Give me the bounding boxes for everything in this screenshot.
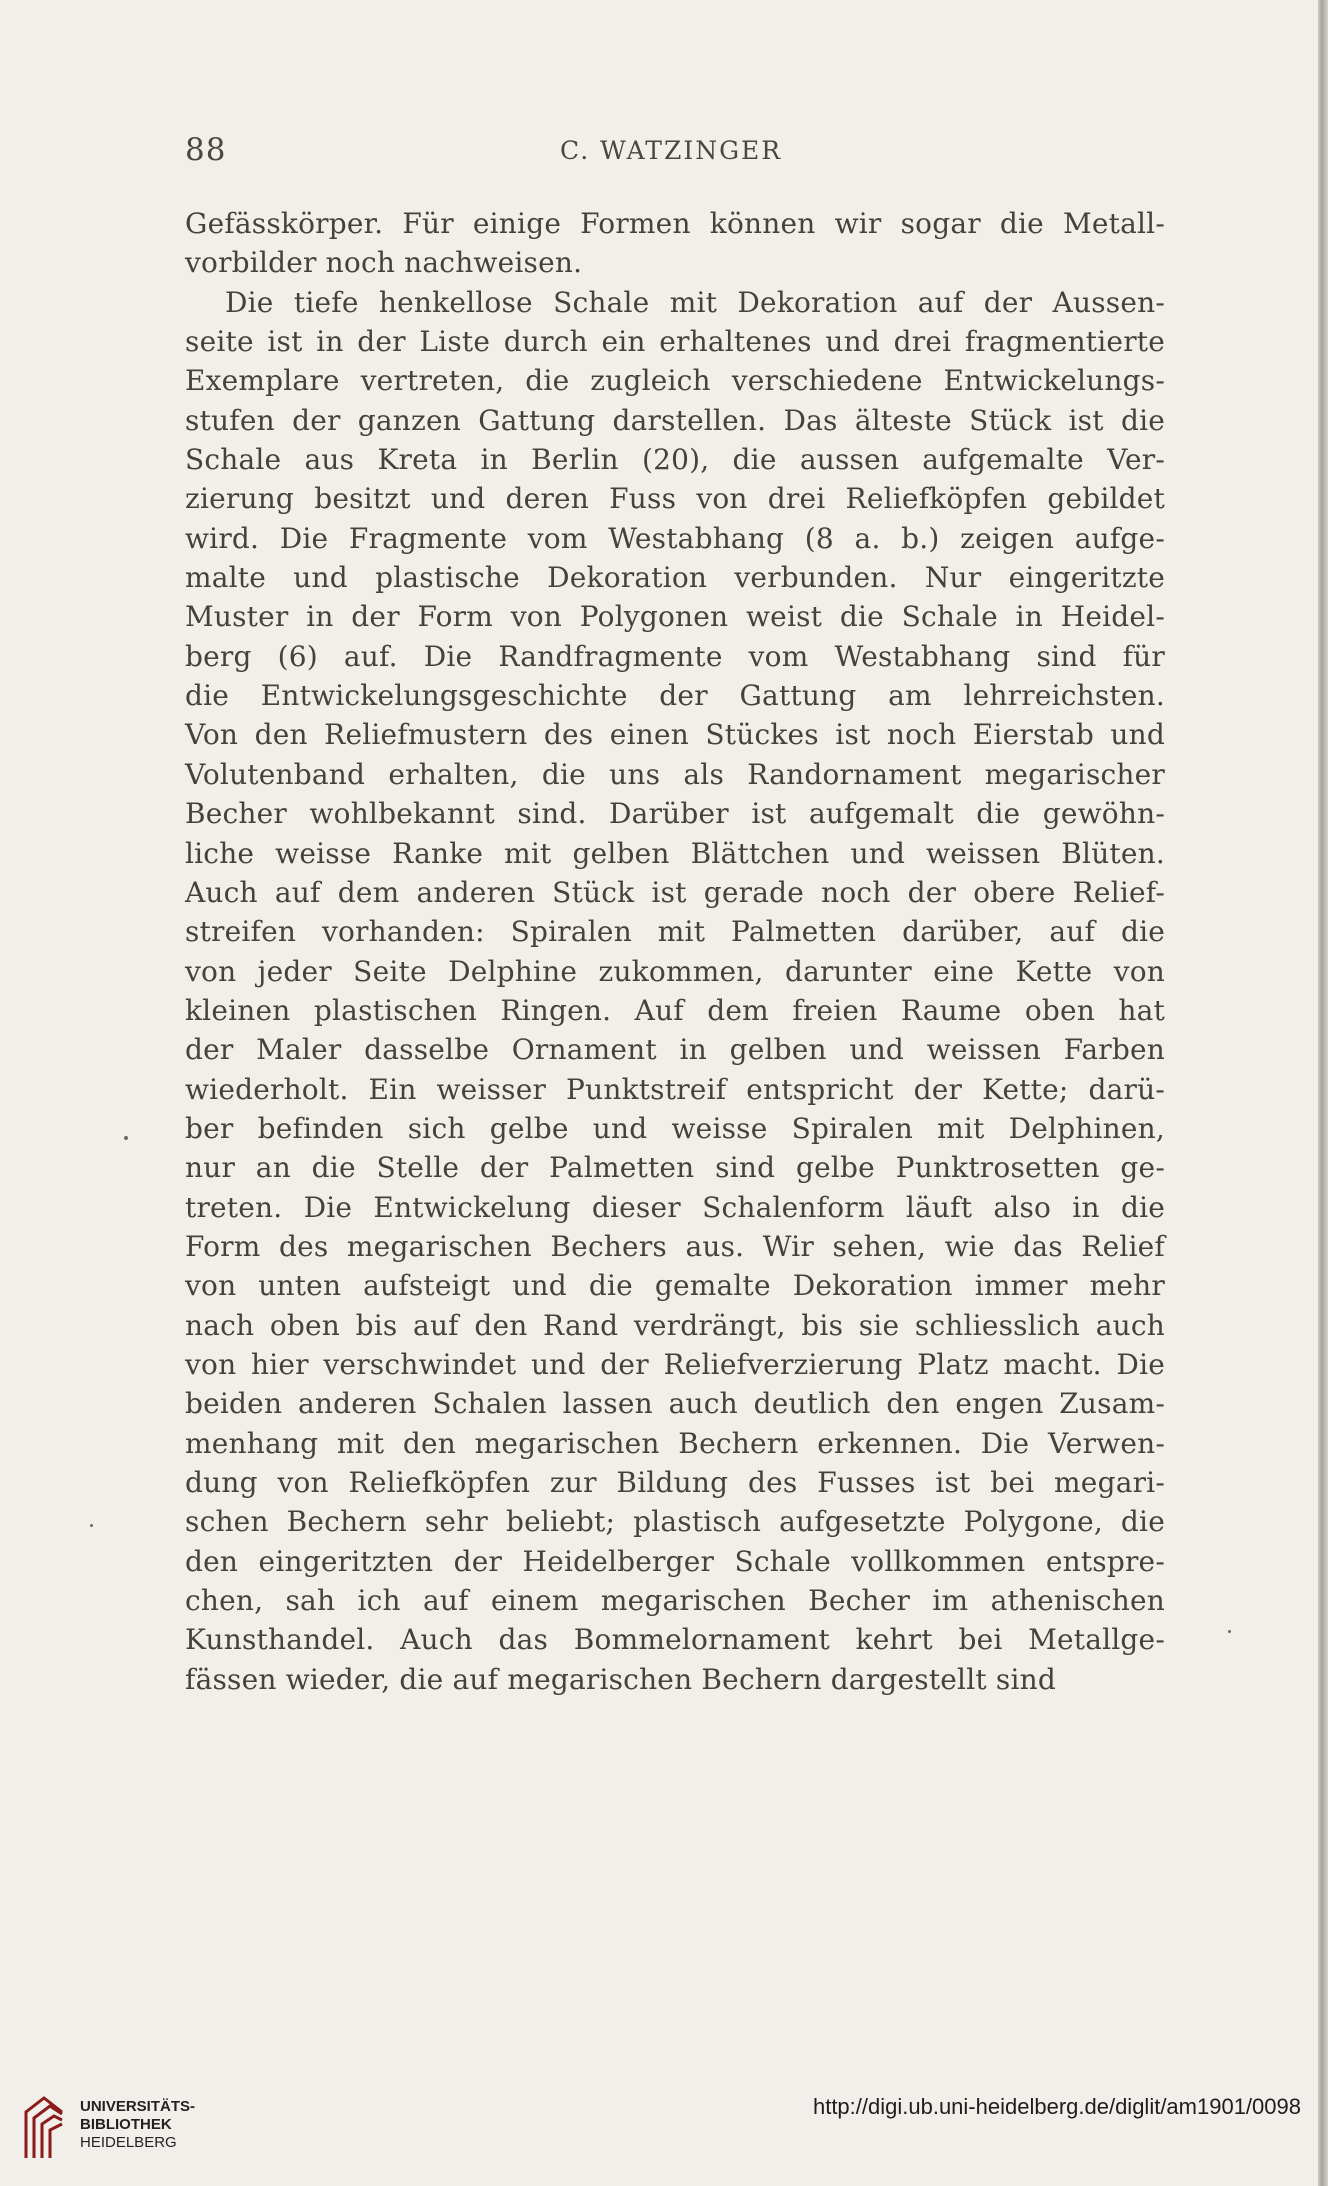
text-line: berg (6) auf. Die Randfragmente vom Westabhang sind für [185,639,1165,673]
source-url-link[interactable]: http://digi.ub.uni-heidelberg.de/diglit/am1901/0098 [812,2094,1301,2119]
text-line: kleinen plastischen Ringen. Auf dem freien Raume oben hat [185,993,1165,1027]
text-line: menhang mit den megarischen Bechern erkennen. Die Verwen- [185,1426,1165,1460]
text-line: von jeder Seite Delphine zukommen, darunter eine Kette von [185,954,1165,988]
paper-speck [1228,1630,1231,1633]
running-head [0,132,1318,172]
text-line: Von den Reliefmustern des einen Stückes ist noch Eierstab und [185,718,1165,752]
text-line: vorbilder noch nachweisen. [185,246,583,280]
text-line: Muster in der Form von Polygonen weist die Schale in Heidel- [185,600,1165,634]
text-line: der Maler dasselbe Ornament in gelben und weissen Farben [185,1033,1165,1067]
text-line: fässen wieder, die auf megarischen Bechern dargestellt sind [185,1662,1056,1696]
text-line: die Entwickelungsgeschichte der Gattung am lehrreichsten. [185,679,1165,713]
running-title: C. WATZINGER [560,136,783,165]
paper-speck [124,1136,128,1140]
text-line: Exemplare vertreten, die zugleich verschiedene Entwickelungs- [185,364,1165,398]
page-edge [1318,0,1328,2186]
text-line: Die tiefe henkellose Schale mit Dekoration auf der Aussen- [225,285,1165,319]
body-text [185,204,1165,1699]
text-line: zierung besitzt und deren Fuss von drei Reliefköpfen gebildet [185,482,1165,516]
text-line: treten. Die Entwickelung dieser Schalenform läuft also in die [185,1190,1165,1224]
text-line: Volutenband erhalten, die uns als Randornament megarischer [185,757,1165,791]
text-line: Schale aus Kreta in Berlin (20), die aussen aufgemalte Ver- [185,443,1165,477]
text-line: dung von Reliefköpfen zur Bildung des Fusses ist bei megari- [185,1466,1165,1499]
text-line: wiederholt. Ein weisser Punktstreif entspricht der Kette; darü- [185,1072,1165,1106]
text-line: wird. Die Fragmente vom Westabhang (8 a. b.) zeigen aufge- [185,521,1165,555]
digitization-footer [0,2090,1318,2186]
paper-speck [90,1524,93,1527]
text-line: Auch auf dem anderen Stück ist gerade noch der obere Relief- [185,875,1165,909]
text-line: liche weisse Ranke mit gelben Blättchen und weissen Blüten. [185,836,1165,870]
text-line: Kunsthandel. Auch das Bommelornament kehrt bei Metallge- [185,1623,1165,1657]
text-line: stufen der ganzen Gattung darstellen. Das älteste Stück ist die [185,403,1165,437]
text-line: nach oben bis auf den Rand verdrängt, bis sie schliesslich auch [185,1308,1165,1342]
text-line: seite ist in der Liste durch ein erhaltenes und drei fragmentierte [185,325,1165,359]
text-line: ber befinden sich gelbe und weisse Spiralen mit Delphinen, [185,1111,1165,1145]
text-line: chen, sah ich auf einem megarischen Becher im athenischen [185,1584,1165,1618]
text-line: Becher wohlbekannt sind. Darüber ist aufgemalt die gewöhn- [185,797,1165,831]
text-line: schen Bechern sehr beliebt; plastisch aufgesetzte Polygone, die [185,1505,1165,1539]
text-line: Form des megarischen Bechers aus. Wir sehen, wie das Relief [185,1229,1165,1263]
text-line: von unten aufsteigt und die gemalte Dekoration immer mehr [185,1269,1165,1303]
text-line: malte und plastische Dekoration verbunden. Nur eingeritzte [185,561,1165,595]
text-line: nur an die Stelle der Palmetten sind gelbe Punktrosetten ge- [185,1151,1165,1185]
page-number: 88 [185,132,227,168]
logo-line: BIBLIOTHEK [80,2116,172,2133]
text-line: den eingeritzten der Heidelberger Schale vollkommen entspre- [185,1544,1165,1578]
text-line: Gefässkörper. Für einige Formen können wir sogar die Metall- [185,207,1165,240]
text-line: von hier verschwindet und der Reliefverzierung Platz macht. Die [185,1347,1165,1381]
logo-line: UNIVERSITÄTS- [80,2098,196,2115]
text-line: streifen vorhanden: Spiralen mit Palmetten darüber, auf die [185,915,1165,949]
library-logo-icon [20,2092,68,2164]
library-logo-text [80,2098,195,2152]
logo-line: HEIDELBERG [80,2134,177,2151]
text-line: beiden anderen Schalen lassen auch deutlich den engen Zusam- [185,1387,1165,1421]
